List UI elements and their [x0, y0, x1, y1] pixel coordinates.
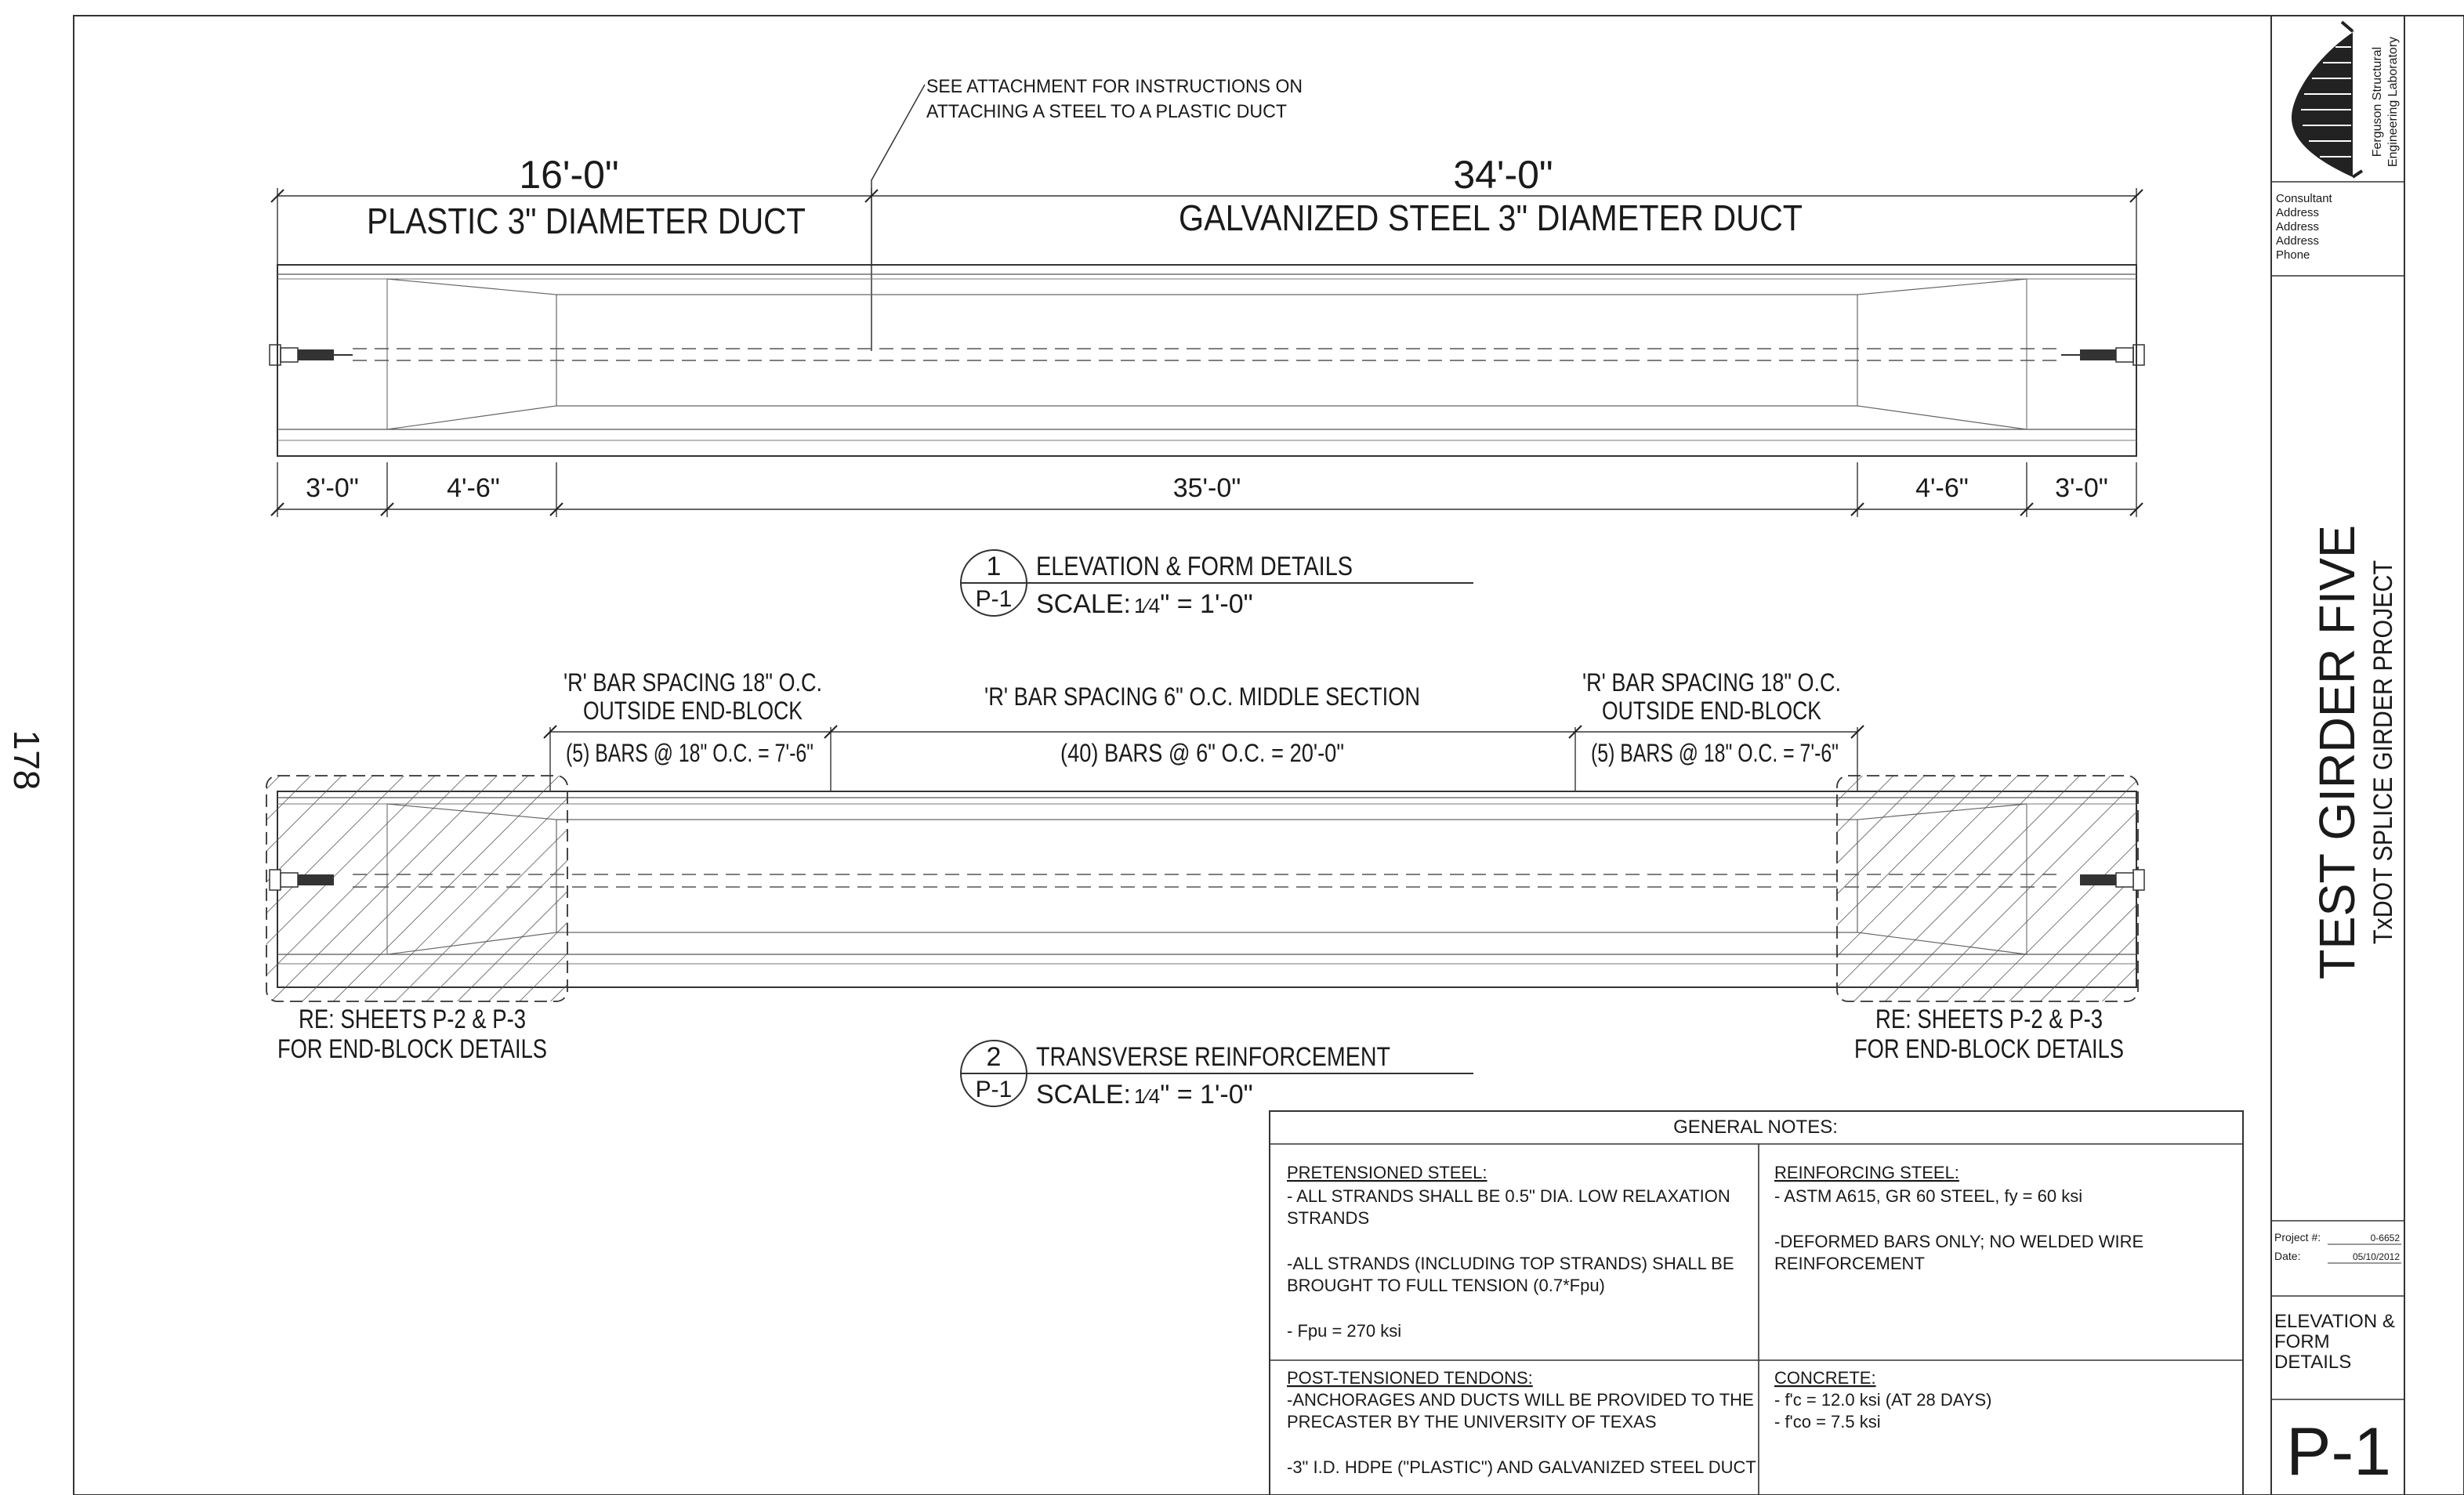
callout-1-scale: SCALE: 1⁄4" = 1'-0": [1036, 589, 1253, 619]
dim-end-left: 3'-0": [306, 473, 359, 503]
right-spacing-line-1: 'R' BAR SPACING 18" O.C.: [1582, 668, 1841, 697]
reinforcing-title: REINFORCING STEEL:: [1774, 1163, 1959, 1182]
reinforcing-line-1: - ASTM A615, GR 60 STEEL, fy = 60 ksi: [1774, 1186, 2083, 1206]
project-subtitle: TxDOT SPLICE GIRDER PROJECT: [2368, 513, 2398, 944]
posttensioned-title: POST-TENSIONED TENDONS:: [1287, 1368, 1533, 1388]
callout-2-sheet: P-1: [975, 1077, 1013, 1102]
callout-1-title: ELEVATION & FORM DETAILS: [1036, 552, 1353, 581]
right-spacing-line-2: OUTSIDE END-BLOCK: [1602, 697, 1821, 725]
plastic-duct-label: PLASTIC 3" DIAMETER DUCT: [367, 201, 806, 241]
consultant-line-1: Consultant: [2276, 192, 2332, 205]
right-bars-label: (5) BARS @ 18" O.C. = 7'-6": [1591, 739, 1839, 767]
dim-taper-right: 4'-6": [1915, 473, 1969, 503]
pretensioned-line-3: -ALL STRANDS (INCLUDING TOP STRANDS) SHALL BE: [1287, 1254, 1734, 1273]
dim-taper-left: 4'-6": [447, 473, 500, 503]
consultant-line-3: Address: [2276, 220, 2320, 233]
left-spacing-line-2: OUTSIDE END-BLOCK: [583, 697, 803, 725]
page-number: 178: [6, 729, 47, 791]
firm-name-line-1: Ferguson Structural: [2371, 46, 2384, 157]
mid-spacing-label: 'R' BAR SPACING 6" O.C. MIDDLE SECTION: [984, 682, 1420, 711]
general-notes-table: [1270, 1111, 2243, 1495]
right-ref-line-2: FOR END-BLOCK DETAILS: [1854, 1034, 2124, 1064]
dim-end-right: 3'-0": [2055, 473, 2108, 503]
lab-logo-icon: [2292, 22, 2362, 177]
notes-header: GENERAL NOTES:: [1673, 1117, 1838, 1138]
left-spacing-line-1: 'R' BAR SPACING 18" O.C.: [563, 668, 822, 697]
dim-middle: 35'-0": [1172, 473, 1241, 503]
callout-1-number: 1: [986, 552, 1002, 581]
steel-duct-label: GALVANIZED STEEL 3" DIAMETER DUCT: [1179, 197, 1803, 238]
consultant-line-4: Address: [2276, 234, 2320, 248]
callout-2-title: TRANSVERSE REINFORCEMENT: [1036, 1042, 1390, 1072]
sheet-name-line-1: ELEVATION &: [2274, 1311, 2395, 1332]
title-block: [2271, 16, 2404, 1495]
date-value: 05/10/2012: [2352, 1251, 2400, 1262]
posttensioned-line-1: -ANCHORAGES AND DUCTS WILL BE PROVIDED TO THE: [1287, 1390, 1754, 1410]
pretensioned-line-2: STRANDS: [1287, 1208, 1370, 1228]
consultant-line-5: Phone: [2276, 248, 2310, 262]
callout-2-scale: SCALE: 1⁄4" = 1'-0": [1036, 1080, 1253, 1109]
mid-bars-label: (40) BARS @ 6" O.C. = 20'-0": [1060, 739, 1344, 767]
posttensioned-line-3: -3" I.D. HDPE ("PLASTIC") AND GALVANIZED STEEL DUCT: [1287, 1457, 1756, 1477]
left-ref-line-2: FOR END-BLOCK DETAILS: [277, 1034, 547, 1064]
callout-2-number: 2: [986, 1042, 1002, 1072]
left-anchorage: [270, 345, 353, 365]
note-leader: [871, 85, 925, 351]
consultant-line-2: Address: [2276, 206, 2320, 219]
project-number-value: 0-6652: [2370, 1233, 2400, 1243]
transverse-callout: [961, 1041, 1473, 1109]
left-length-label: 16'-0": [519, 153, 619, 197]
right-anchorage: [2061, 345, 2144, 365]
left-ref-line-1: RE: SHEETS P-2 & P-3: [299, 1005, 526, 1034]
elevation-callout: [961, 550, 1473, 619]
date-label: Date:: [2274, 1250, 2301, 1262]
elevation-view: [270, 76, 2144, 619]
pretensioned-title: PRETENSIONED STEEL:: [1287, 1163, 1487, 1182]
transverse-view: [266, 668, 2144, 1109]
right-length-label: 34'-0": [1453, 153, 1553, 197]
firm-name-line-2: Engineering Laboratory: [2386, 36, 2400, 168]
reinforcing-line-3: REINFORCEMENT: [1774, 1254, 1925, 1273]
left-bars-label: (5) BARS @ 18" O.C. = 7'-6": [566, 739, 813, 767]
right-end-block-hatch: [1837, 776, 2138, 1001]
sheet-title: TEST GIRDER FIVE: [2309, 517, 2365, 979]
concrete-title: CONCRETE:: [1774, 1368, 1876, 1388]
sheet-name-line-3: DETAILS: [2274, 1352, 2352, 1373]
concrete-line-2: - f'co = 7.5 ksi: [1774, 1412, 1881, 1432]
pretensioned-line-1: - ALL STRANDS SHALL BE 0.5" DIA. LOW RELAXATION: [1287, 1186, 1730, 1206]
sheet-name-line-2: FORM: [2274, 1331, 2330, 1352]
callout-1-sheet: P-1: [975, 586, 1013, 612]
elevation-note-line-2: ATTACHING A STEEL TO A PLASTIC DUCT: [926, 101, 1288, 122]
concrete-line-1: - f'c = 12.0 ksi (AT 28 DAYS): [1774, 1390, 1992, 1410]
pretensioned-line-5: - Fpu = 270 ksi: [1287, 1321, 1402, 1341]
project-number-label: Project #:: [2274, 1231, 2321, 1243]
sheet-number: P-1: [2286, 1414, 2391, 1490]
reinforcing-line-2: -DEFORMED BARS ONLY; NO WELDED WIRE: [1774, 1232, 2144, 1251]
elevation-note-line-1: SEE ATTACHMENT FOR INSTRUCTIONS ON: [926, 76, 1303, 97]
right-ref-line-1: RE: SHEETS P-2 & P-3: [1875, 1005, 2103, 1034]
left-end-block-hatch: [266, 776, 567, 1001]
posttensioned-line-2: PRECASTER BY THE UNIVERSITY OF TEXAS: [1287, 1412, 1657, 1432]
pretensioned-line-4: BROUGHT TO FULL TENSION (0.7*Fpu): [1287, 1276, 1605, 1295]
